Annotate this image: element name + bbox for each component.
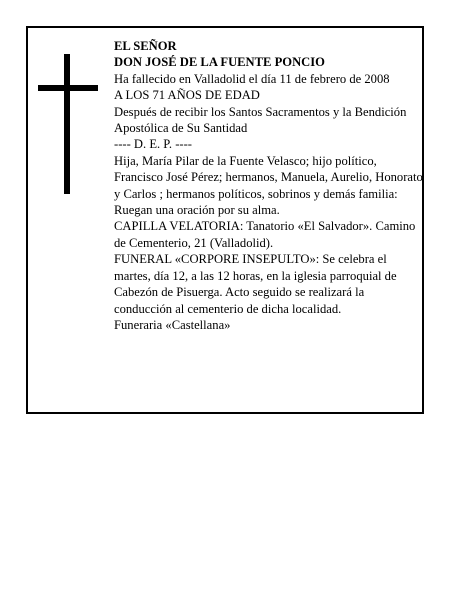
funeral-home: Funeraria «Castellana» [114, 317, 231, 332]
chapel-line: CAPILLA VELATORIA: Tanatorio «El Salvador». Camino de Cementerio, 21 (Valladolid). [114, 219, 416, 250]
funeral-line: FUNERAL «CORPORE INSEPULTO»: Se celebra el martes, día 12, a las 12 horas, en la iglesia parroquial de Cabezón de Pisuerga. Acto seguido se realizará la conducción al cementerio de dicha localidad. [114, 252, 397, 316]
sacraments-line: Después de recibir los Santos Sacramentos y la Bendición Apostólica de Su Santidad [114, 104, 407, 136]
obituary-text [114, 38, 424, 333]
age-line: A LOS 71 AÑOS DE EDAD [114, 88, 260, 103]
title-line: EL SEÑOR [114, 39, 177, 53]
cross-icon [64, 54, 70, 194]
prayer-line: Ruegan una oración por su alma. [114, 203, 280, 218]
rip-line: ---- D. E. P. ---- [114, 137, 192, 152]
cross-icon-bar [38, 85, 98, 91]
death-date: Ha fallecido en Valladolid el día 11 de febrero de 2008 [114, 71, 390, 86]
family-line: Hija, María Pilar de la Fuente Velasco; hijo político, Francisco José Pérez; hermanos, Manuela, Aurelio, Honorato y Carlos ; hermanos políticos, sobrinos y demás familia: [114, 153, 423, 201]
deceased-name: DON JOSÉ DE LA FUENTE PONCIO [114, 55, 325, 70]
